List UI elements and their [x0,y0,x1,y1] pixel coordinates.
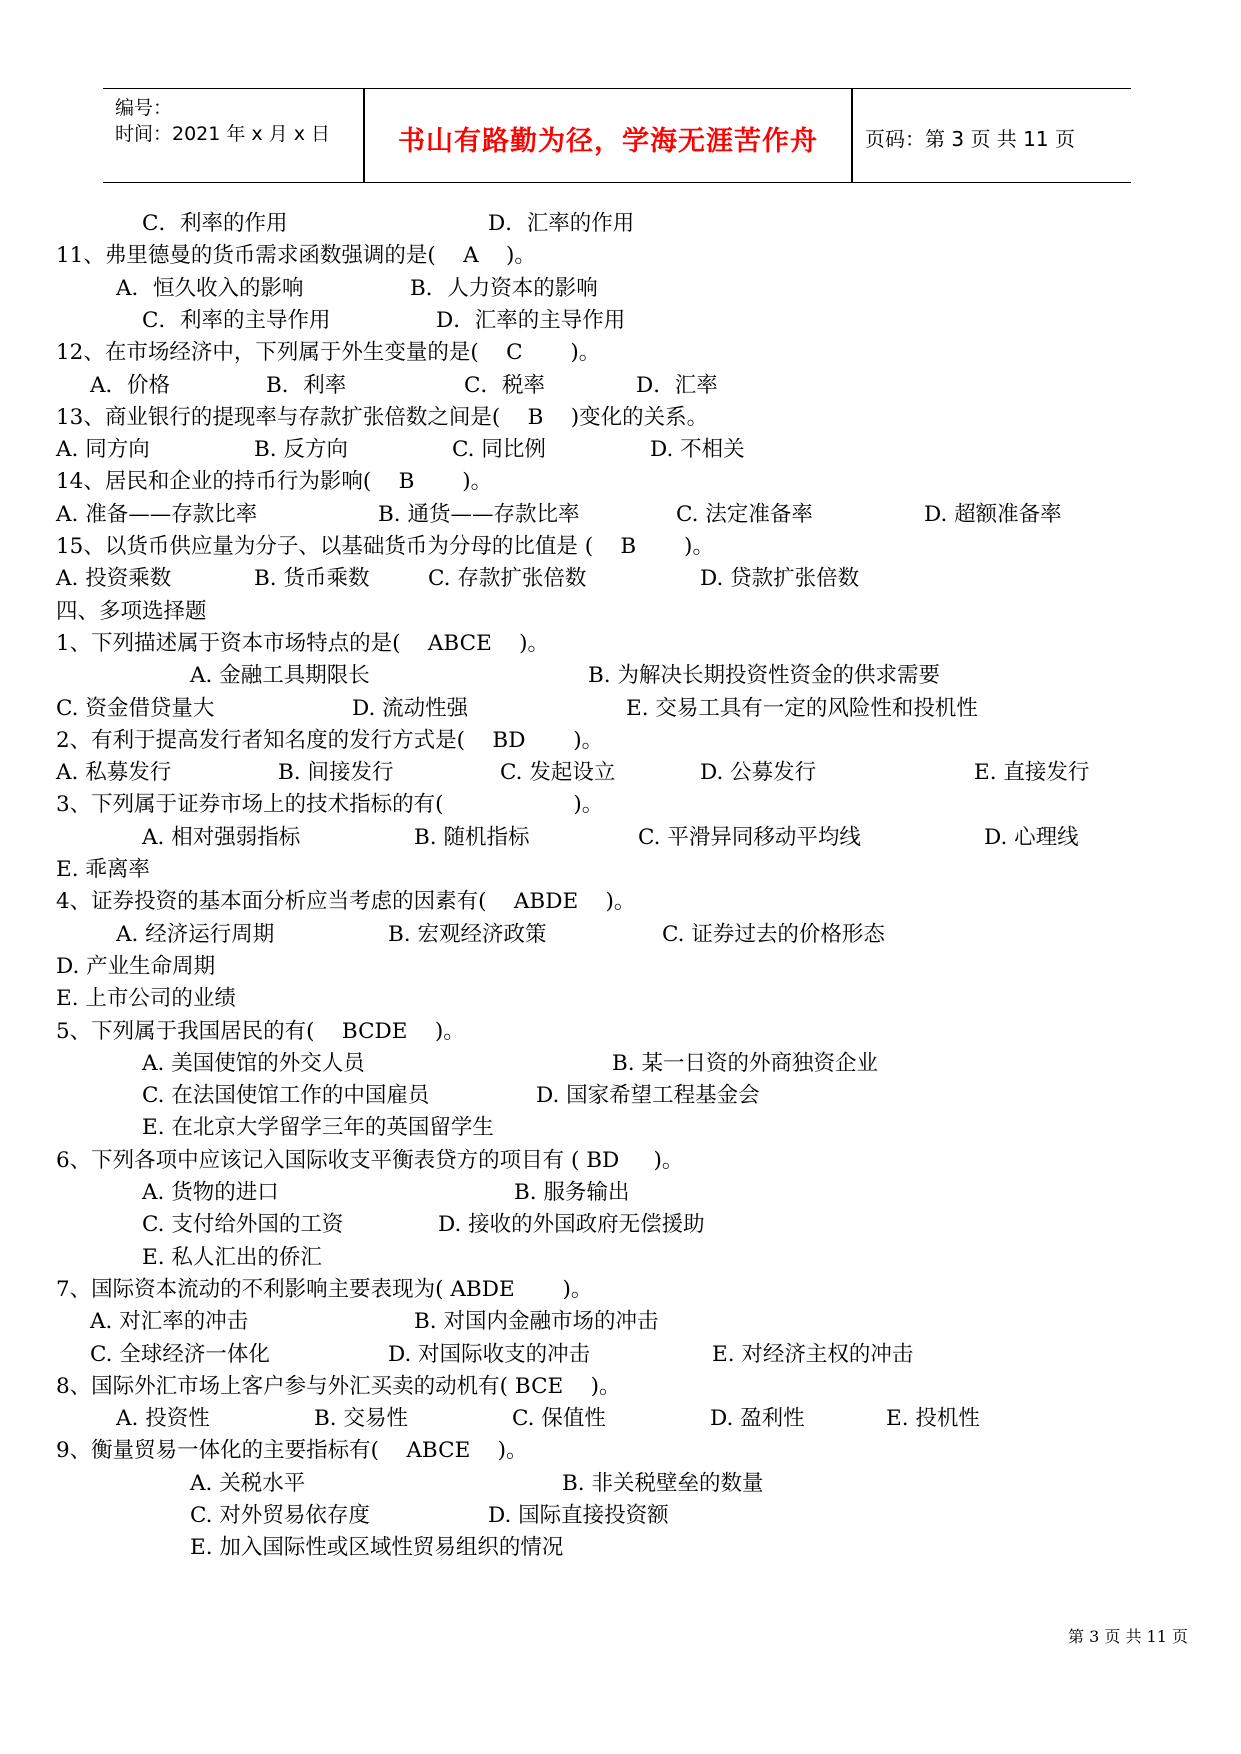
text-segment: B. 随机指标 [414,824,530,850]
text-segment: C. 支付给外国的工资 [142,1212,344,1238]
text-segment: B. 某一日资的外商独资企业 [612,1050,878,1076]
text-segment: 6、下列各项中应该记入国际收支平衡表贷方的项目有 ( BD )。 [56,1147,684,1173]
text-segment: B. 反方向 [254,437,348,463]
text-segment: C. 全球经济一体化 [90,1341,270,1367]
text-segment: B. 为解决长期投资性资金的供求需要 [588,663,940,689]
text-segment: D．汇率的作用 [488,211,635,236]
text-segment: D. 流动性强 [352,695,469,721]
text-segment: B. 非关税壁垒的数量 [562,1470,764,1496]
text-segment: 15、以货币供应量为分子、以基础货币为分母的比值是 ( B )。 [56,534,714,559]
text-segment: C. 在法国使馆工作的中国雇员 [142,1083,430,1109]
text-segment: B. 间接发行 [278,760,394,786]
text-segment: D. 不相关 [650,437,745,463]
text-segment: A. 关税水平 [190,1470,306,1496]
text-segment: C. 发起设立 [500,760,616,786]
text-segment: C. 资金借贷量大 [56,695,215,721]
text-segment: 1、下列描述属于资本市场特点的是( ABCE )。 [56,630,550,656]
text-segment: A. 经济运行周期 [116,921,275,947]
text-segment: D. 国际直接投资额 [488,1503,669,1528]
text-segment: 12、在市场经济中，下列属于外生变量的是( C )。 [56,340,601,366]
header-motto: 书山有路勤为径，学海无涯苦作舟 [398,126,818,157]
text-segment: 11、弗里德曼的货币需求函数强调的是( A )。 [56,243,536,269]
text-segment: B. 宏观经济政策 [388,921,547,947]
text-segment: C．税率 [464,372,545,398]
text-segment: B．人力资本的影响 [410,275,598,301]
text-segment: C. 法定准备率 [676,501,813,527]
text-segment: 9、衡量贸易一体化的主要指标有( ABCE )。 [56,1438,528,1464]
text-segment: D. 盈利性 [710,1406,805,1432]
text-segment: B. 对国内金融市场的冲击 [414,1309,659,1335]
text-segment: D. 超额准备率 [924,501,1062,527]
text-segment: D．汇率 [636,372,718,398]
text-segment: A. 对汇率的冲击 [90,1309,249,1335]
text-segment: D. 贷款扩张倍数 [700,566,860,592]
text-segment: D. 心理线 [984,824,1079,850]
text-segment: C．利率的作用 [142,211,288,236]
text-segment: C. 平滑异同移动平均线 [638,824,861,850]
page-footer: 第 3 页 共 11 页 [1068,1627,1188,1646]
text-segment: C. 同比例 [452,437,546,463]
text-segment: B. 通货——存款比率 [378,501,580,527]
text-segment: 4、证券投资的基本面分析应当考虑的因素有( ABDE )。 [56,889,636,915]
text-segment: D. 产业生命周期 [56,953,216,979]
text-segment: C. 存款扩张倍数 [428,566,587,592]
text-segment: A. 金融工具期限长 [190,663,370,689]
text-segment: A．价格 [90,372,171,398]
text-segment: E. 直接发行 [974,760,1090,786]
text-segment: D. 对国际收支的冲击 [388,1341,591,1367]
text-segment: A. 货物的进口 [142,1180,279,1205]
document-time-label: 时间：2021 年 x 月 x 日 [115,123,331,145]
text-segment: D. 公募发行 [700,760,817,786]
text-segment: B. 货币乘数 [254,566,370,592]
text-segment: B．利率 [266,372,347,398]
document-number-label: 编号： [115,97,173,119]
text-segment: A. 投资乘数 [56,566,172,592]
text-segment: A. 投资性 [116,1406,210,1432]
header-divider-right [851,89,853,182]
text-segment: B. 交易性 [314,1406,408,1432]
text-segment: B. 服务输出 [514,1180,630,1205]
text-segment: E. 交易工具有一定的风险性和投机性 [626,695,978,721]
text-segment: A. 准备——存款比率 [56,501,258,527]
text-segment: 2、有利于提高发行者知名度的发行方式是( BD )。 [56,727,604,753]
text-segment: E. 私人汇出的侨汇 [142,1244,322,1270]
text-segment: 5、下列属于我国居民的有( BCDE )。 [56,1018,465,1044]
text-segment: 14、居民和企业的持币行为影响( B )。 [56,469,493,495]
header-page-number: 页码：第 3 页 共 11 页 [865,127,1075,151]
text-segment: A．恒久收入的影响 [116,275,304,301]
text-segment: 3、下列属于证券市场上的技术指标的有( )。 [56,792,604,818]
text-segment: C．利率的主导作用 [142,307,331,333]
header-meta [115,95,330,147]
text-segment: E. 在北京大学留学三年的英国留学生 [142,1115,494,1141]
text-segment: E. 对经济主权的冲击 [712,1341,914,1367]
text-segment: E. 投机性 [886,1406,980,1432]
text-segment: A. 相对强弱指标 [142,824,301,850]
text-segment: E. 加入国际性或区域性贸易组织的情况 [190,1535,564,1561]
text-segment: 四、多项选择题 [56,598,207,624]
page-header [103,88,1131,183]
text-segment: 8、国际外汇市场上客户参与外汇买卖的动机有( BCE )。 [56,1373,621,1399]
text-segment: C. 对外贸易依存度 [190,1503,370,1528]
text-segment: C. 保值性 [512,1406,606,1432]
text-segment: A. 私募发行 [56,760,172,786]
text-segment: A. 同方向 [56,437,150,463]
text-segment: D．汇率的主导作用 [436,307,626,333]
text-segment: D. 接收的外国政府无偿援助 [438,1212,705,1238]
text-segment: 7、国际资本流动的不利影响主要表现为( ABDE )。 [56,1276,593,1302]
text-segment: E. 乖离率 [56,857,150,882]
text-segment: D. 国家希望工程基金会 [536,1083,760,1109]
text-segment: 13、商业银行的提现率与存款扩张倍数之间是( B )变化的关系。 [56,404,709,430]
text-segment: A. 美国使馆的外交人员 [142,1050,365,1076]
text-segment: C. 证券过去的价格形态 [662,921,885,947]
text-segment: E. 上市公司的业绩 [56,986,236,1012]
